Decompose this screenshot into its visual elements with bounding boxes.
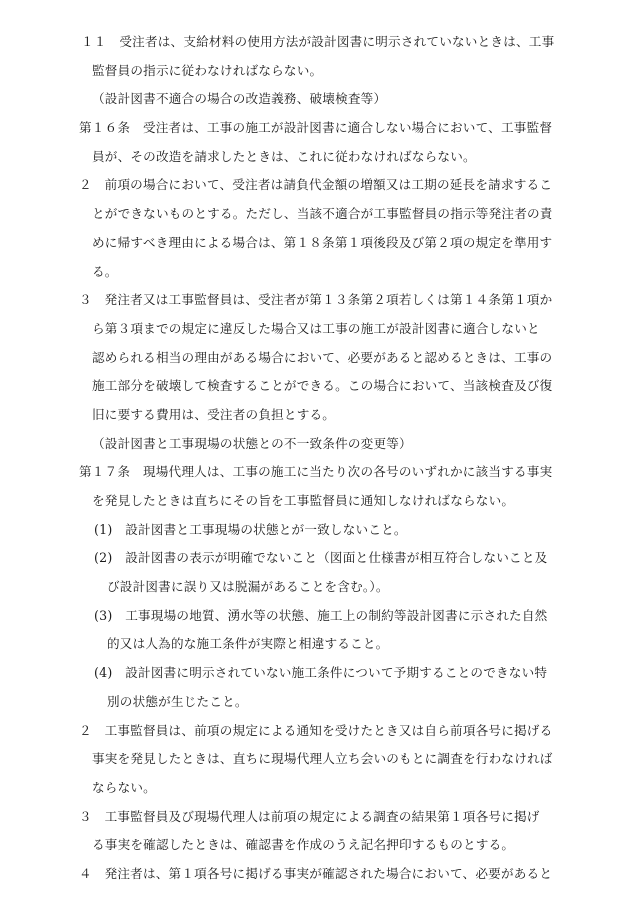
text-line: 監督員の指示に従わなければならない。 — [92, 63, 323, 78]
text-line: 員が、その改造を請求したときは、これに従わなければならない。 — [92, 149, 476, 164]
text-line: 事実を発見したときは、直ちに現場代理人立ち会いのもとに調査を行わなければ — [92, 751, 553, 766]
text-line: び設計図書に誤り又は脱漏があることを含む。）。 — [107, 579, 389, 594]
text-line: ら第３項までの規定に違反した場合又は工事の施工が設計図書に適合しないと — [92, 321, 540, 336]
text-line: 認められる相当の理由がある場合において、必要があると認めるときは、工事の — [92, 350, 553, 365]
paragraph-line: ３ 発注者又は工事監督員は、受注者が第１３条第２項若しくは第１４条第１項か — [79, 292, 553, 307]
article-line: 第１７条 現場代理人は、工事の施工に当たり次の各号のいずれかに該当する事実 — [79, 464, 553, 479]
text-line: １１ 受注者は、支給材料の使用方法が設計図書に明示されていないときは、工事 — [81, 34, 555, 49]
item-line: (4) 設計図書に明示されていない施工条件について予期することのできない特 — [94, 665, 548, 680]
paragraph-line: ３ 工事監督員及び現場代理人は前項の規定による調査の結果第１項各号に掲げ — [79, 809, 540, 824]
text-line: る。 — [92, 264, 118, 279]
paragraph-line: ２ 前項の場合において、受注者は請負代金額の増額又は工期の延長を請求するこ — [79, 177, 553, 192]
section-heading: （設計図書不適合の場合の改造義務、破壊検査等） — [92, 91, 387, 106]
article-line: 第１６条 受注者は、工事の施工が設計図書に適合しない場合において、工事監督 — [79, 120, 553, 135]
paragraph-line: ４ 発注者は、第１項各号に掲げる事実が確認された場合において、必要があると — [79, 866, 553, 881]
text-line: を発見したときは直ちにその旨を工事監督員に通知しなければならない。 — [92, 493, 515, 508]
text-line: る事実を確認したときは、確認書を作成のうえ記名押印するものとする。 — [92, 837, 515, 852]
text-line: 旧に要する費用は、受注者の負担とする。 — [92, 407, 336, 422]
section-heading: （設計図書と工事現場の状態との不一致条件の変更等） — [92, 436, 412, 451]
text-line: 施工部分を破壊して検査することができる。この場合において、当該検査及び復 — [92, 378, 553, 393]
text-line: 的又は人為的な施工条件が実際と相違すること。 — [107, 636, 389, 651]
item-line: (2) 設計図書の表示が明確でないこと（図面と仕様書が相互符合しないこと及 — [94, 550, 548, 565]
text-line: 別の状態が生じたこと。 — [107, 694, 248, 709]
item-line: (1) 設計図書と工事現場の状態とが一致しないこと。 — [94, 522, 407, 537]
text-line: とができないものとする。ただし、当該不適合が工事監督員の指示等発注者の責 — [92, 206, 553, 221]
paragraph-line: ２ 工事監督員は、前項の規定による通知を受けたとき又は自ら前項各号に掲げる — [79, 723, 553, 738]
text-line: めに帰すべき理由による場合は、第１８条第１項後段及び第２項の規定を準用す — [92, 235, 553, 250]
text-line: ならない。 — [92, 780, 156, 795]
item-line: (3) 工事現場の地質、湧水等の状態、施工上の制約等設計図書に示された自然 — [94, 608, 548, 623]
